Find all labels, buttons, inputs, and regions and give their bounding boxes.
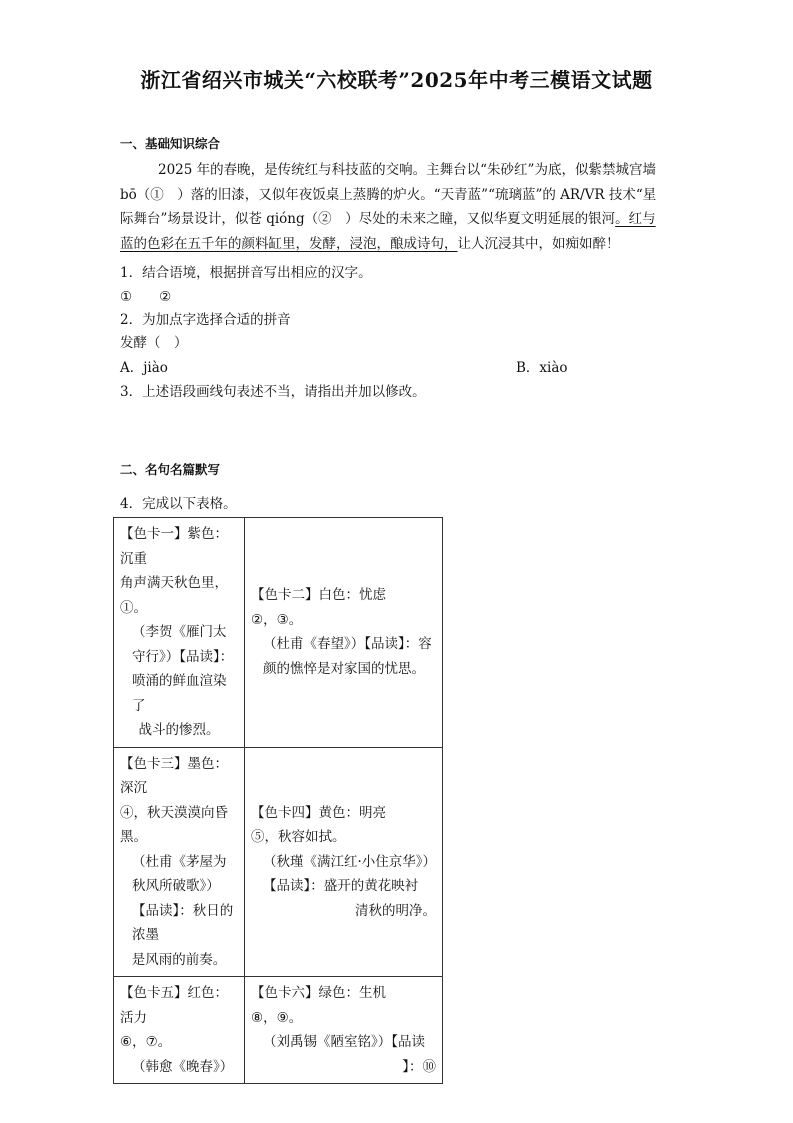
passage-line-1: 2025 年的春晚，是传统红与科技蓝的交响。主舞台以“朱砂红”为底，似紫禁城宫墙 xyxy=(158,162,656,178)
question-1: 1．结合语境，根据拼音写出相应的汉字。 xyxy=(120,265,372,281)
question-2: 2．为加点字选择合适的拼音 xyxy=(120,312,291,328)
card-note-end: 】：⑩ xyxy=(402,1058,436,1075)
card-line: ⑥，⑦。 xyxy=(120,1034,172,1050)
color-card-table xyxy=(113,517,443,1084)
card-title: 【色卡四】黄色：明亮 xyxy=(251,804,386,821)
passage-line-4 xyxy=(120,232,680,257)
underlined-sentence: 蓝的色彩在五千年的颜料缸里，发酵，浸泡，酿成诗句， xyxy=(120,235,458,252)
card-note: （秋瑾《满江红·小住京华》）【品读】：盛开的黄花映衬 xyxy=(263,853,430,894)
card-note: （杜甫《茅屋为秋风所破歌》）【品读】：秋日的浓墨 xyxy=(132,853,234,943)
section2-heading: 二、名句名篇默写 xyxy=(120,462,221,477)
passage-line-4b: 让人沉浸其中，如痴如醉！ xyxy=(457,235,620,252)
section1-heading: 一、基础知识综合 xyxy=(120,136,221,151)
question-3: 3．上述语段画线句表述不当，请指出并加以修改。 xyxy=(120,384,426,400)
card-title: 【色卡二】白色：忧虑 xyxy=(251,587,386,604)
passage-line-3a: 际舞台”场景设计，似苍 qióng（② ）尽处的未来之瞳，又似华夏文明延展的银河 xyxy=(120,211,616,227)
card-note: （韩愈《晚春》） xyxy=(132,1058,234,1075)
color-card-5 xyxy=(114,977,245,1084)
color-card-2 xyxy=(245,518,443,748)
table-row xyxy=(114,977,443,1084)
option-b: B．xiào xyxy=(516,360,568,376)
color-card-4 xyxy=(245,747,443,977)
color-card-3 xyxy=(114,747,245,977)
card-note: （李贺《雁门太守行》）【品读】：喷涌的鲜血渲染了 xyxy=(132,624,234,714)
exam-title: 浙江省绍兴市城关“六校联考”2025年中考三模语文试题 xyxy=(140,68,653,92)
card-line: ⑧，⑨。 xyxy=(251,1009,303,1026)
color-card-1 xyxy=(114,518,245,748)
card-title: 【色卡一】紫色：沉重 xyxy=(120,526,228,567)
question-2-word: 发酵（ ） xyxy=(120,335,188,351)
table-row xyxy=(114,747,443,977)
card-line: 角声满天秋色里，①。 xyxy=(120,575,228,616)
option-a: A．jiào xyxy=(120,360,168,376)
card-note: （杜甫《春望》）【品读】：容颜的憔悴是对家国的忧思。 xyxy=(263,636,432,677)
card-line: ②，③。 xyxy=(251,611,303,628)
card-note-end: 清秋的明净。 xyxy=(355,902,436,919)
card-note: （刘禹锡《陋室铭》）【品读 xyxy=(263,1034,425,1050)
question-4: 4．完成以下表格。 xyxy=(120,496,237,512)
question-1-answer-blanks: ① ② xyxy=(120,289,172,305)
card-title: 【色卡六】绿色：生机 xyxy=(251,985,386,1001)
card-note-end: 是风雨的前奏。 xyxy=(131,951,227,968)
color-card-6 xyxy=(245,977,443,1084)
card-note-end: 战斗的惨烈。 xyxy=(138,722,220,738)
card-line: ④，秋天漠漠向昏黑。 xyxy=(120,804,228,845)
card-title: 【色卡五】红色：活力 xyxy=(120,985,228,1026)
passage xyxy=(120,158,680,256)
underlined-sentence-start: 。红与 xyxy=(615,211,656,227)
table-row xyxy=(114,518,443,748)
question-2-options xyxy=(120,356,680,376)
card-line: ⑤，秋容如拭。 xyxy=(251,829,346,845)
passage-line-3 xyxy=(120,207,680,232)
card-title: 【色卡三】墨色：深沉 xyxy=(120,755,228,796)
passage-line-2: bō（① ）落的旧漆，又似年夜饭桌上蒸腾的炉火。“天青蓝”“琉璃蓝”的 AR/VR 技术“星 xyxy=(120,186,657,203)
